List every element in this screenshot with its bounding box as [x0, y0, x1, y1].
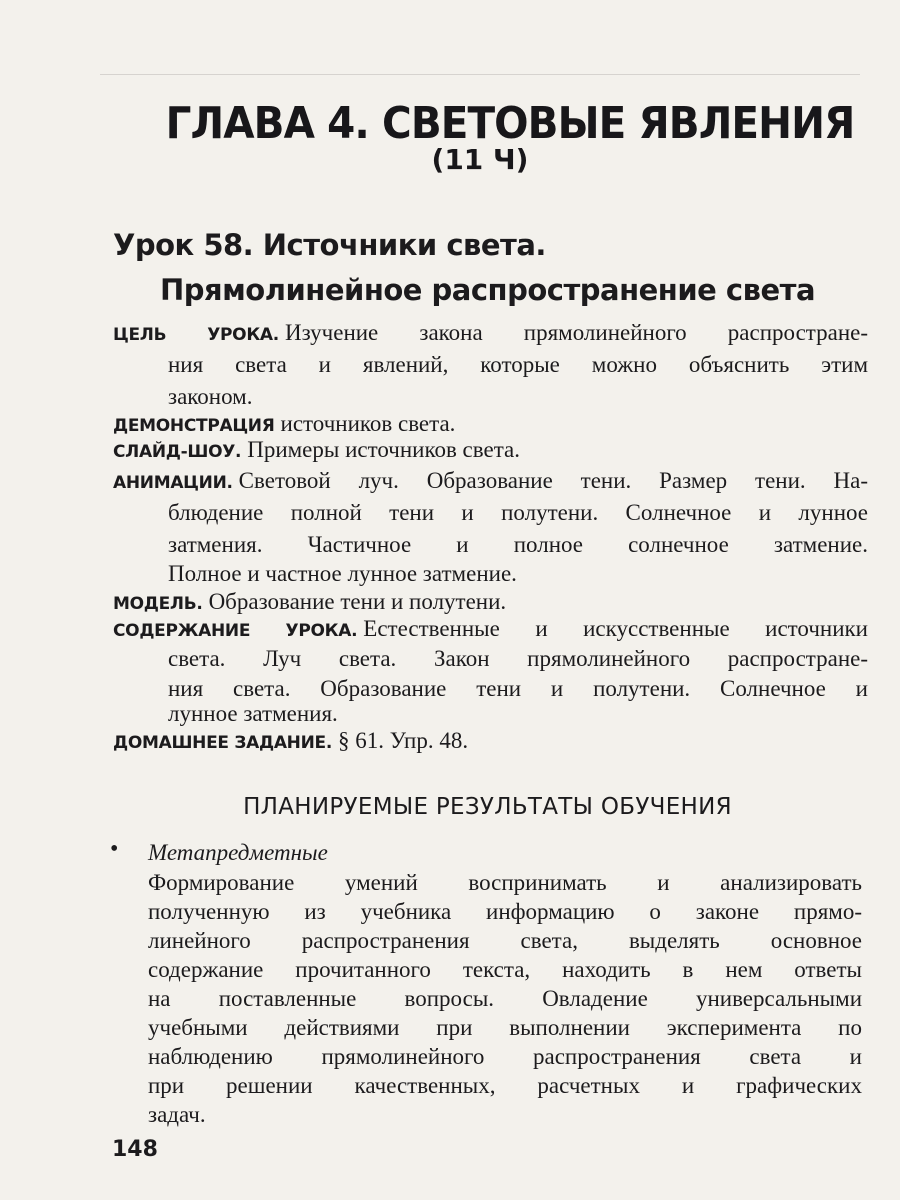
- homework-line: [113, 728, 868, 754]
- demo-line: [113, 411, 868, 437]
- content-label: СОДЕРЖАНИЕ УРОКА.: [113, 621, 358, 641]
- results-line: учебными действиями при выполнении эксперимента по: [148, 1015, 862, 1040]
- page-number: 148: [112, 1137, 158, 1162]
- results-subheading: Метапредметные: [148, 840, 328, 865]
- results-line: линейного распространения света, выделять основное: [148, 928, 862, 953]
- lesson-title-line2: Прямолинейное распространение света: [159, 273, 816, 307]
- results-line: содержание прочитанного текста, находить в нем ответы: [148, 957, 862, 982]
- animations-text: Световой луч. Образование тени. Размер тени. На-: [238, 468, 868, 493]
- content-text: Естественные и искусственные источники: [363, 616, 868, 641]
- model-line: [113, 589, 868, 615]
- results-line: на поставленные вопросы. Овладение универсальными: [148, 986, 862, 1011]
- lesson-title-line1: Урок 58. Источники света.: [113, 228, 546, 262]
- results-line: полученную из учебника информацию о законе прямо-: [148, 899, 862, 924]
- results-line: наблюдению прямолинейного распространения света и: [148, 1044, 862, 1069]
- slides-label: СЛАЙД-ШОУ.: [113, 442, 242, 462]
- running-header-rule: [100, 74, 860, 75]
- goal-text: Изучение закона прямолинейного распростране-: [284, 320, 868, 345]
- content-line: ния света. Образование тени и полутени. Солнечное и: [168, 676, 868, 701]
- results-line: при решении качественных, расчетных и графических: [148, 1073, 862, 1098]
- content-line: [113, 616, 868, 642]
- homework-label: ДОМАШНЕЕ ЗАДАНИЕ.: [113, 733, 332, 753]
- homework-text: § 61. Упр. 48.: [338, 728, 469, 753]
- slides-text: Примеры источников света.: [247, 437, 520, 462]
- goal-line: ния света и явлений, которые можно объяснить этим: [168, 352, 868, 377]
- content-line: света. Луч света. Закон прямолинейного распростране-: [168, 646, 868, 671]
- bullet-icon: •: [110, 836, 119, 862]
- chapter-title: ГЛАВА 4. СВЕТОВЫЕ ЯВЛЕНИЯ: [165, 98, 855, 149]
- demo-label: ДЕМОНСТРАЦИЯ: [113, 416, 275, 436]
- animations-line: Полное и частное лунное затмение.: [168, 561, 517, 586]
- goal-label: ЦЕЛЬ УРОКА.: [113, 325, 279, 345]
- goal-line: [113, 320, 868, 346]
- animations-line: блюдение полной тени и полутени. Солнечное и лунное: [168, 500, 868, 525]
- goal-line: законом.: [168, 384, 253, 409]
- model-label: МОДЕЛЬ.: [113, 594, 203, 614]
- animations-label: АНИМАЦИИ.: [113, 473, 233, 493]
- content-line: лунное затмения.: [168, 701, 338, 726]
- results-heading: ПЛАНИРУЕМЫЕ РЕЗУЛЬТАТЫ ОБУЧЕНИЯ: [243, 794, 732, 820]
- results-line: Формирование умений воспринимать и анализировать: [148, 870, 862, 895]
- chapter-hours: (11 Ч): [431, 143, 529, 176]
- demo-text: источников света.: [280, 411, 456, 436]
- animations-line: [113, 468, 868, 494]
- results-line: задач.: [148, 1102, 206, 1127]
- slides-line: [113, 437, 868, 463]
- model-text: Образование тени и полутени.: [208, 589, 507, 614]
- animations-line: затмения. Частичное и полное солнечное затмение.: [168, 532, 868, 557]
